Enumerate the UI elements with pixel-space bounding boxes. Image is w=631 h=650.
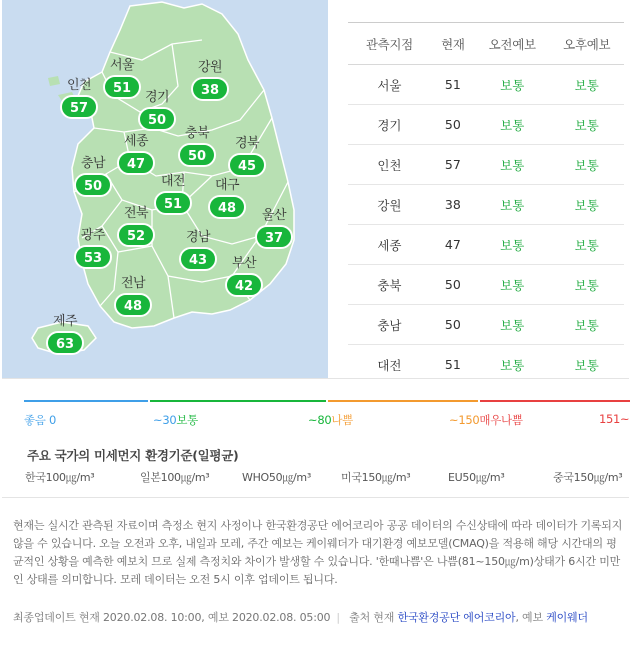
standards-title: 주요 국가의 미세먼지 환경기준(일평균) (27, 448, 239, 463)
cell-am-forecast: 보통 (475, 305, 550, 345)
scale-label-30: ~30보통 (153, 413, 198, 427)
cell-current: 47 (431, 225, 475, 265)
standard-unit: ㎍/m³ (65, 471, 95, 484)
region-marker[interactable] (108, 276, 158, 317)
header-current: 현재 (431, 23, 475, 65)
cell-station: 강원 (348, 185, 431, 225)
region-value-badge: 47 (117, 151, 155, 175)
region-name: 세종 (123, 134, 149, 149)
table-row (348, 145, 624, 185)
cell-pm-forecast: 보통 (549, 185, 624, 225)
region-name: 강원 (197, 60, 223, 75)
standard-value: 150 (361, 471, 382, 484)
region-name: 인천 (66, 78, 92, 93)
region-marker[interactable] (222, 136, 272, 177)
standard-value: 100 (45, 471, 66, 484)
table-row (348, 265, 624, 305)
region-marker[interactable] (249, 208, 299, 249)
region-value-badge: 51 (103, 75, 141, 99)
cell-pm-forecast: 보통 (549, 105, 624, 145)
cell-current: 51 (431, 65, 475, 105)
cell-current: 50 (431, 105, 475, 145)
region-name: 충북 (184, 126, 210, 141)
standard-country: WHO (242, 471, 269, 484)
scale-bar-very-bad (480, 400, 630, 402)
cell-current: 50 (431, 265, 475, 305)
region-name: 부산 (231, 256, 257, 271)
region-name: 충남 (80, 156, 106, 171)
standard-item (25, 469, 94, 485)
grade-normal-text: 보통 (176, 413, 198, 427)
region-map (2, 0, 328, 378)
update-info (13, 609, 625, 627)
region-value-badge: 37 (255, 225, 293, 249)
region-value-badge: 50 (138, 107, 176, 131)
header-am-forecast: 오전예보 (475, 23, 550, 65)
standard-country: 일본 (140, 471, 161, 484)
cell-am-forecast: 보통 (500, 357, 525, 373)
region-marker[interactable] (185, 60, 235, 101)
cell-am-forecast: 보통 (475, 65, 550, 105)
standard-value: 50 (268, 471, 283, 484)
region-marker[interactable] (111, 134, 161, 175)
cell-current: 38 (431, 185, 475, 225)
cell-pm-forecast: 보통 (549, 305, 624, 345)
region-value-badge: 63 (46, 331, 84, 355)
update-forecast: 예보 2020.02.08. 05:00 (207, 611, 331, 624)
region-value-badge: 51 (154, 191, 192, 215)
cell-current: 57 (431, 145, 475, 185)
update-current: 현재 2020.02.08. 10:00, (78, 611, 205, 624)
region-marker[interactable] (132, 90, 182, 131)
region-name: 전남 (120, 276, 146, 291)
region-value-badge: 57 (60, 95, 98, 119)
region-marker[interactable] (219, 256, 269, 297)
region-value-badge: 38 (191, 77, 229, 101)
region-name: 광주 (80, 228, 106, 243)
region-value-badge: 43 (179, 247, 217, 271)
standard-country: 미국 (341, 471, 362, 484)
standard-unit: ㎍/m³ (475, 471, 505, 484)
source-forecast: , 예보 (515, 611, 543, 624)
cell-am-forecast: 보통 (475, 185, 550, 225)
scale-label-80: ~80나쁨 (308, 413, 353, 427)
region-marker[interactable] (40, 314, 90, 355)
cell-station: 대전 (377, 357, 402, 373)
standard-value: 100 (160, 471, 181, 484)
standard-item (140, 469, 209, 485)
scale-bar-good (24, 400, 148, 402)
cell-station: 경기 (348, 105, 431, 145)
grade-very-bad-text: 매우나쁨 (479, 413, 523, 427)
scale-bar-normal (150, 400, 326, 402)
region-marker[interactable] (111, 206, 161, 247)
region-value-badge: 50 (74, 173, 112, 197)
region-name: 경남 (185, 230, 211, 245)
scale-label-good: 좋음 0 (24, 413, 57, 427)
cell-station: 충북 (348, 265, 431, 305)
cell-pm-forecast: 보통 (549, 145, 624, 185)
region-name: 대구 (214, 178, 240, 193)
standard-item (341, 469, 410, 485)
standard-country: 중국 (553, 471, 574, 484)
forecast-table-panel (348, 22, 624, 385)
region-value-badge: 52 (117, 223, 155, 247)
cell-pm-forecast: 보통 (549, 265, 624, 305)
cell-station: 충남 (348, 305, 431, 345)
standard-item (448, 469, 504, 485)
region-name: 경기 (144, 90, 170, 105)
region-marker[interactable] (54, 78, 104, 119)
standard-item (553, 469, 622, 485)
scale-bar-bad (328, 400, 478, 402)
table-row (348, 185, 624, 225)
grade-scale-bars (24, 400, 630, 403)
standards-title-paren: (일평균) (192, 448, 239, 463)
standard-unit: ㎍/m³ (180, 471, 210, 484)
table-row (348, 105, 624, 145)
standard-value: 150 (573, 471, 594, 484)
source-current: 현재 (373, 611, 395, 624)
table-row (348, 65, 624, 105)
table-row (348, 225, 624, 265)
region-marker[interactable] (173, 230, 223, 271)
region-value-badge: 53 (74, 245, 112, 269)
table-body (348, 65, 624, 385)
cell-current: 50 (431, 305, 475, 345)
table-row (348, 305, 624, 345)
standard-unit: ㎍/m³ (381, 471, 411, 484)
scale-label-151: 151~ (599, 412, 630, 426)
cell-am-forecast: 보통 (475, 105, 550, 145)
cell-pm-forecast: 보통 (574, 357, 599, 373)
grade-bad-text: 나쁨 (331, 413, 353, 427)
region-name: 전북 (123, 206, 149, 221)
standard-country: 한국 (25, 471, 46, 484)
region-marker[interactable] (68, 228, 118, 269)
region-value-badge: 50 (178, 143, 216, 167)
cell-pm-forecast: 보통 (549, 65, 624, 105)
region-value-badge: 48 (208, 195, 246, 219)
airkorea-link[interactable]: 한국환경공단 에어코리아 (397, 611, 516, 624)
cell-station: 서울 (348, 65, 431, 105)
table-header-row (348, 23, 624, 65)
cell-current: 51 (444, 357, 461, 373)
standard-unit: ㎍/m³ (282, 471, 311, 484)
region-name: 서울 (109, 58, 135, 73)
notes-text: 현재는 실시간 관측된 자료이며 측정소 현지 사정이나 한국환경공단 에어코리아 공공 데이터의 수신상태에 따라 데이터가 기록되지 않을 수 있습니다. 오늘 오전과 오후, 내일과 모레, 주간 예보는 케이웨더가 대기환경 예보모델(CMAQ)을 적용해 해당 시간대의 평균적인 상황을 예측한 예보치 므로 실제 측정치와 차이가 발생할 수 있습니다. '한때나쁨'은 나쁨(81~150㎍/m)상태가 6시간 미만인 상태를 의미합니다. 모레 데이터는 오전 5시 이후 업데이트 됩니다. (13, 519, 623, 586)
region-marker[interactable] (68, 156, 118, 197)
region-marker[interactable] (172, 126, 222, 167)
divider: | (336, 611, 340, 624)
cell-am-forecast: 보통 (475, 225, 550, 265)
forecast-table (348, 22, 624, 385)
region-value-badge: 45 (228, 153, 266, 177)
grade-scale-panel (2, 378, 629, 498)
kweather-link[interactable]: 케이웨더 (546, 611, 588, 624)
source-label: 출처 (349, 611, 370, 624)
cell-pm-forecast: 보통 (549, 225, 624, 265)
region-name: 대전 (160, 174, 186, 189)
cell-station: 세종 (348, 225, 431, 265)
standard-country: EU (448, 471, 463, 484)
cell-am-forecast: 보통 (475, 265, 550, 305)
region-value-badge: 48 (114, 293, 152, 317)
scale-label-150: ~150매우나쁨 (449, 413, 523, 427)
region-marker[interactable] (202, 178, 252, 219)
header-pm-forecast: 오후예보 (549, 23, 624, 65)
cell-station: 인천 (348, 145, 431, 185)
region-value-badge: 42 (225, 273, 263, 297)
region-name: 울산 (261, 208, 287, 223)
region-name: 경북 (234, 136, 260, 151)
region-name: 제주 (52, 314, 78, 329)
header-station: 관측지점 (348, 23, 431, 65)
update-label: 최종업데이트 (13, 611, 76, 624)
standard-item (242, 469, 311, 485)
cell-am-forecast: 보통 (475, 145, 550, 185)
standard-value: 50 (462, 471, 476, 484)
standard-unit: ㎍/m³ (593, 471, 623, 484)
